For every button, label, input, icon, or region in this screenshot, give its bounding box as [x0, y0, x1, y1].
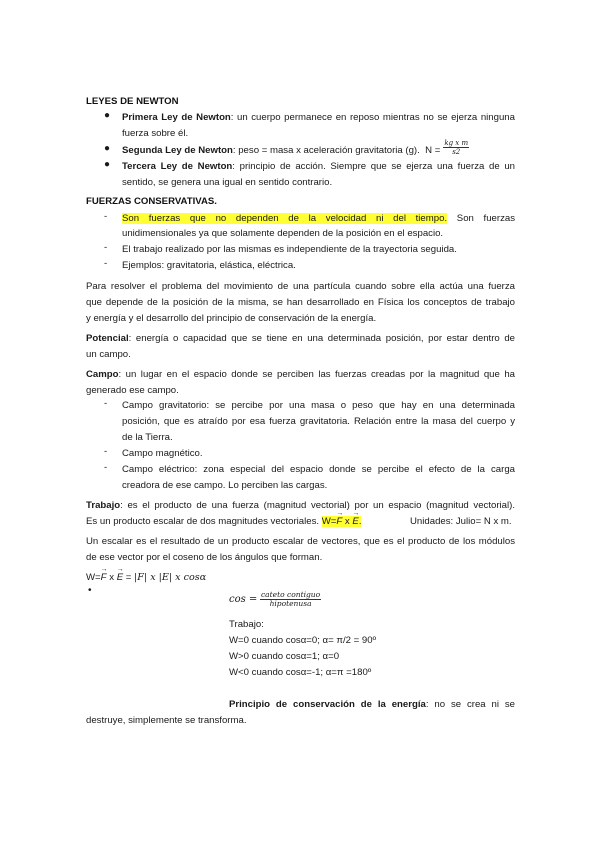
item1-rest: Son fuerzas: [447, 213, 515, 224]
trabajo-text: : es el producto de una fuerza (magnitud vectorial) por un espacio (magnitud vectorial).: [120, 500, 515, 511]
highlight-formula: [322, 516, 362, 527]
law1-line1: [122, 110, 515, 126]
formula-prefix: W=: [321, 516, 337, 527]
campo-gravitatorio-line3: de la Tierra.: [122, 432, 173, 443]
law3-line2: sentido, se genera una igual en sentido contrario.: [122, 177, 333, 188]
dash-marker: -: [104, 398, 108, 409]
vector-e: → E: [117, 570, 123, 586]
bullet-icon: ●: [104, 143, 111, 154]
escalar-line2: de ese vector por el coseno de los ángulos que forman.: [86, 552, 323, 563]
conservativas-heading: FUERZAS CONSERVATIVAS.: [86, 196, 217, 207]
conservativas-item1-line2: unidimensionales ya que solamente dependen de la posición en el espacio.: [122, 228, 444, 239]
potencial-text: : energía o capacidad que se tiene en una determinada posición, por estar dentro de: [128, 333, 515, 344]
dash-marker: -: [104, 258, 108, 269]
principio-label: Principio de conservación de la energía: [229, 699, 426, 710]
dash-marker: -: [104, 211, 108, 222]
conservativas-item2: El trabajo realizado por las mismas es independiente de la trayectoria seguida.: [122, 244, 457, 255]
law2-fraction-den: s2: [452, 147, 461, 156]
dash-marker: -: [104, 462, 108, 473]
vector-e: → E: [352, 514, 358, 530]
law2-text: : peso = masa x aceleración gravitatoria (g).: [232, 145, 420, 156]
trabajo-label: Trabajo: [86, 500, 121, 511]
campo-electrico-line2: creadora de ese campo. Lo perciben las cargas.: [122, 480, 328, 491]
intro-line3: y energía y el desarrollo del principio de conservación de la energía.: [86, 313, 377, 324]
vector-f: → F: [101, 570, 107, 586]
intro-line1: Para resolver el problema del movimiento de una partícula cuando sobre ella actúa una fuerza: [86, 281, 515, 292]
law3-text: : principio de acción. Siempre que se ejerza una fuerza de un: [232, 161, 515, 172]
formula-abs: |F| x |E| x cosα: [134, 572, 207, 583]
law1-text: : un cuerpo permanece en reposo mientras no se ejerza ninguna: [230, 112, 515, 123]
vector-f: → F: [336, 514, 342, 530]
law2-label: Segunda Ley de Newton: [122, 145, 233, 156]
bullet-icon: •: [88, 585, 92, 596]
trabajo-case3: W<0 cuando cosα=-1; α=π =180º: [229, 667, 372, 678]
law3-line1: [122, 159, 515, 175]
conservativas-item1-line1: [122, 211, 515, 227]
newton-heading: LEYES DE NEWTON: [86, 96, 179, 107]
trabajo-text-b: Es un producto escalar de dos magnitudes vectoriales.: [86, 516, 320, 527]
trabajo-case1: W=0 cuando cosα=0; α= π/2 = 90º: [229, 635, 377, 646]
intro-line2: que depende de la posición de la misma, se han desarrollado en Física los conceptos de trabajo: [86, 297, 515, 308]
conservativas-item3: Ejemplos: gravitatoria, elástica, eléctrica.: [122, 260, 296, 271]
trabajo-subtitle: Trabajo:: [229, 619, 264, 630]
cos-fraction: [260, 591, 321, 608]
bullet-icon: ●: [104, 159, 111, 170]
law2-eq-prefix: N =: [425, 145, 441, 156]
cos-label: cos =: [229, 594, 258, 606]
dash-marker: -: [104, 242, 108, 253]
campo-line1: [86, 367, 515, 383]
formula-suffix: .: [358, 516, 362, 527]
trabajo-line2: [86, 514, 361, 530]
dash-marker: -: [104, 446, 108, 457]
formula-mid: x: [106, 572, 117, 583]
law2-line: [122, 138, 469, 159]
campo-gravitatorio-line2: posición, que es atraído por esa fuerza gravitatoria. Relación entre la masa del cuerpo y: [122, 416, 515, 427]
principio-line2: destruye, simplemente se transforma.: [86, 715, 247, 726]
campo-magnetico: Campo magnético.: [122, 448, 203, 459]
formula-eq: =: [123, 572, 135, 583]
work-formula: [86, 570, 206, 586]
principio-text: : no se crea ni se: [425, 699, 515, 710]
law2-fraction: [443, 139, 469, 156]
campo-label: Campo: [86, 369, 119, 380]
principio-line1: [229, 697, 515, 713]
law1-line2: fuerza sobre él.: [122, 128, 189, 139]
trabajo-line1: [86, 498, 515, 514]
highlight-definition: Son fuerzas que no dependen de la velocidad ni del tiempo.: [122, 213, 448, 224]
potencial-line2: un campo.: [86, 349, 131, 360]
formula-w: W=: [86, 572, 101, 583]
law3-label: Tercera Ley de Newton: [122, 161, 233, 172]
trabajo-units: Unidades: Julio= N x m.: [410, 516, 512, 527]
law1-label: Primera Ley de Newton: [122, 112, 231, 123]
potencial-line1: [86, 331, 515, 347]
formula-times: x: [342, 516, 353, 527]
campo-text: : un lugar en el espacio donde se perciben las fuerzas creadas por la magnitud que ha: [118, 369, 515, 380]
potencial-label: Potencial: [86, 333, 129, 344]
trabajo-case2: W>0 cuando cosα=1; α=0: [229, 651, 340, 662]
law2-fraction-num: kg x m: [444, 138, 469, 147]
campo-line2: generado ese campo.: [86, 385, 179, 396]
campo-gravitatorio-line1: Campo gravitatorio: se percibe por una masa o peso que hay en una determinada: [122, 400, 515, 411]
cos-fraction-den: hipotenusa: [269, 599, 312, 608]
cos-fraction-num: cateto contiguo: [260, 590, 321, 599]
escalar-line1: Un escalar es el resultado de un producto escalar de vectores, que es el producto de los módulos: [86, 536, 515, 547]
bullet-icon: ●: [104, 110, 111, 121]
cos-definition: [229, 591, 321, 608]
campo-electrico-line1: Campo eléctrico: zona especial del espacio donde se percibe el efecto de la carga: [122, 464, 515, 475]
